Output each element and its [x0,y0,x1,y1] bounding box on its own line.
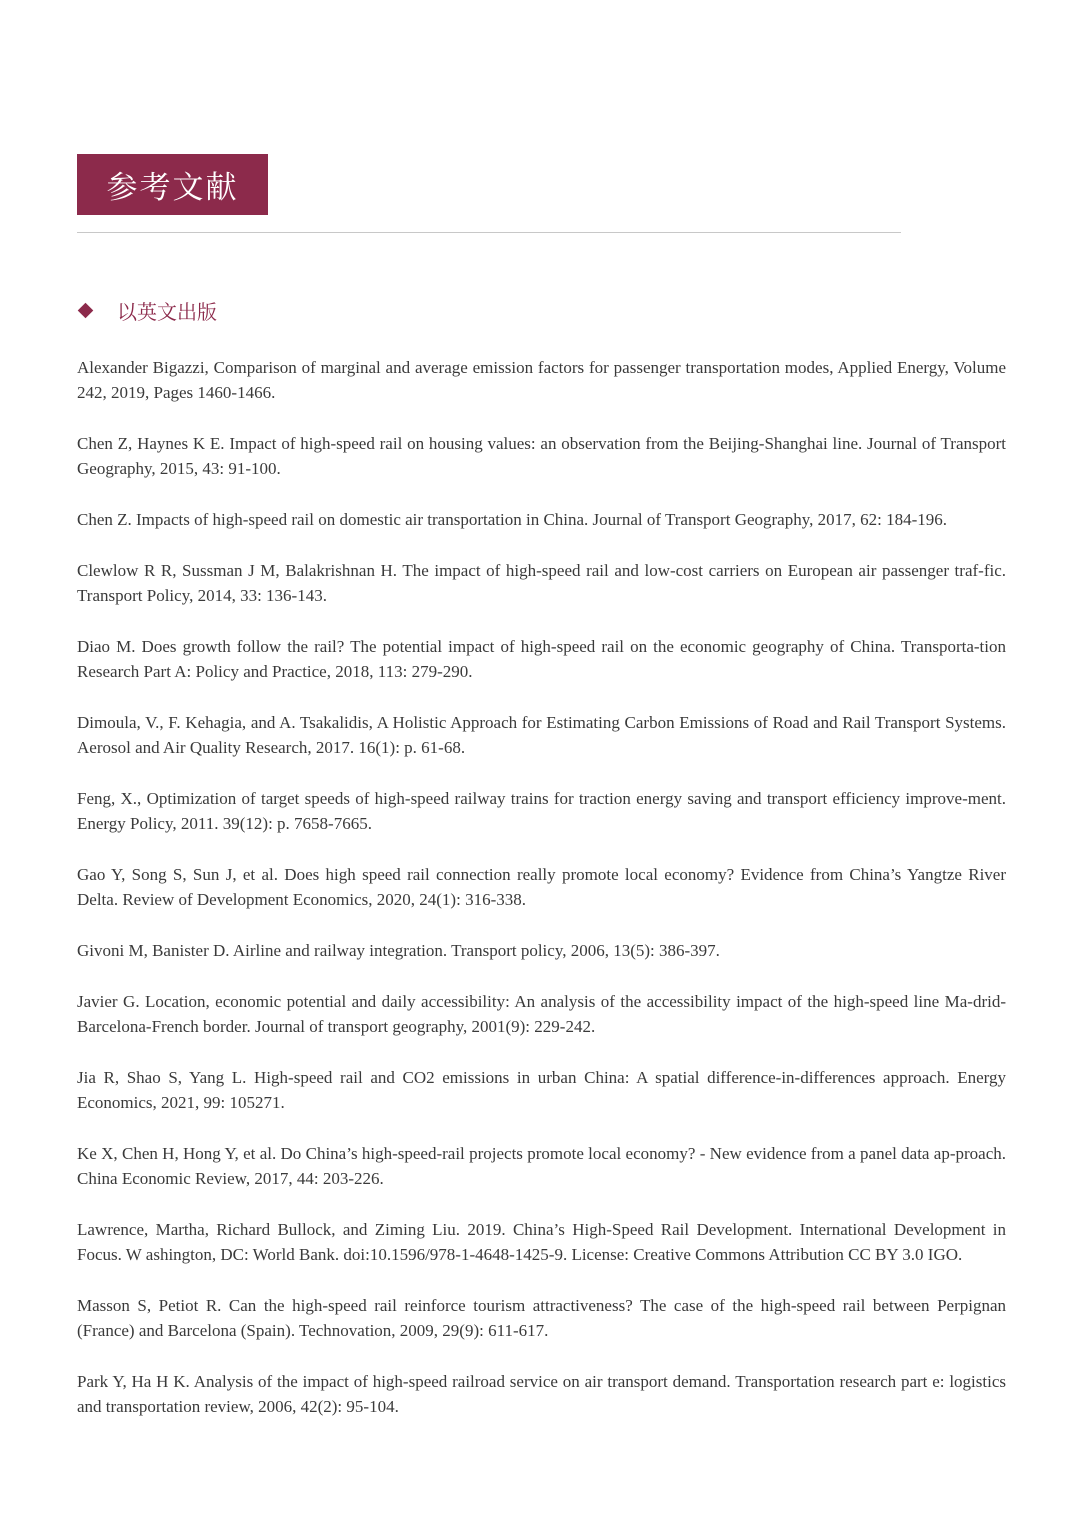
reference-item: Feng, X., Optimization of target speeds of high-speed railway trains for traction energy saving and transport efficiency improve-ment. Energy Policy, 2011. 39(12): p. 7658-7665. [77,789,1006,833]
reference-item: Diao M. Does growth follow the rail? The potential impact of high-speed rail on the economic geography of China. Transporta-tion Research Part A: Policy and Practice, 2018, 113: 279-290. [77,637,1006,681]
diamond-bullet-icon [78,302,94,318]
reference-item: Chen Z. Impacts of high-speed rail on domestic air transportation in China. Journal of Transport Geography, 2017, 62: 184-196. [77,510,947,529]
reference-item: Alexander Bigazzi, Comparison of marginal and average emission factors for passenger transportation modes, Applied Energy, Volume 242, 2019, Pages 1460-1466. [77,358,1006,402]
reference-item: Jia R, Shao S, Yang L. High-speed rail and CO2 emissions in urban China: A spatial difference-in-differences approach. Energy Economics, 2021, 99: 105271. [77,1068,1006,1112]
subsection-heading [77,294,217,326]
reference-item: Dimoula, V., F. Kehagia, and A. Tsakalidis, A Holistic Approach for Estimating Carbon Emissions of Road and Rail Transport Systems. Aerosol and Air Quality Research, 2017. 16(1): p. 61-68. [77,713,1006,757]
reference-item: Chen Z, Haynes K E. Impact of high-speed rail on housing values: an observation from the Beijing-Shanghai line. Journal of Transport Geography, 2015, 43: 91-100. [77,434,1006,478]
reference-list [77,355,1006,1445]
reference-item: Givoni M, Banister D. Airline and railway integration. Transport policy, 2006, 13(5): 386-397. [77,941,720,960]
reference-item: Masson S, Petiot R. Can the high-speed rail reinforce tourism attractiveness? The case of the high-speed rail between Perpignan (France) and Barcelona (Spain). Technovation, 2009, 29(9): 611-617. [77,1296,1006,1340]
reference-item: Javier G. Location, economic potential and daily accessibility: An analysis of the accessibility impact of the high-speed line Ma-drid-Barcelona-French border. Journal of transport geography, 2001(9): 229-242. [77,992,1006,1036]
reference-item: Lawrence, Martha, Richard Bullock, and Ziming Liu. 2019. China’s High-Speed Rail Development. International Development in Focus. W ashington, DC: World Bank. doi:10.1596/978-1-4648-1425-9. License: Creative Commons Attribution CC BY 3.0 IGO. [77,1220,1006,1264]
divider [77,232,901,233]
subsection-title: 以英文出版 [117,299,217,324]
reference-item: Ke X, Chen H, Hong Y, et al. Do China’s high-speed-rail projects promote local economy? - New evidence from a panel data ap-proach. China Economic Review, 2017, 44: 203-226. [77,1144,1006,1188]
reference-item: Clewlow R R, Sussman J M, Balakrishnan H. The impact of high-speed rail and low-cost carriers on European air passenger traf-fic. Transport Policy, 2014, 33: 136-143. [77,561,1006,605]
reference-item: Park Y, Ha H K. Analysis of the impact of high-speed railroad service on air transport demand. Transportation research part e: logistics and transportation review, 2006, 42(2): 95-104. [77,1372,1006,1416]
reference-item: Gao Y, Song S, Sun J, et al. Does high speed rail connection really promote local economy? Evidence from China’s Yangtze River Delta. Review of Development Economics, 2020, 24(1): 316-338. [77,865,1006,909]
section-title: 参考文献 [77,154,268,215]
